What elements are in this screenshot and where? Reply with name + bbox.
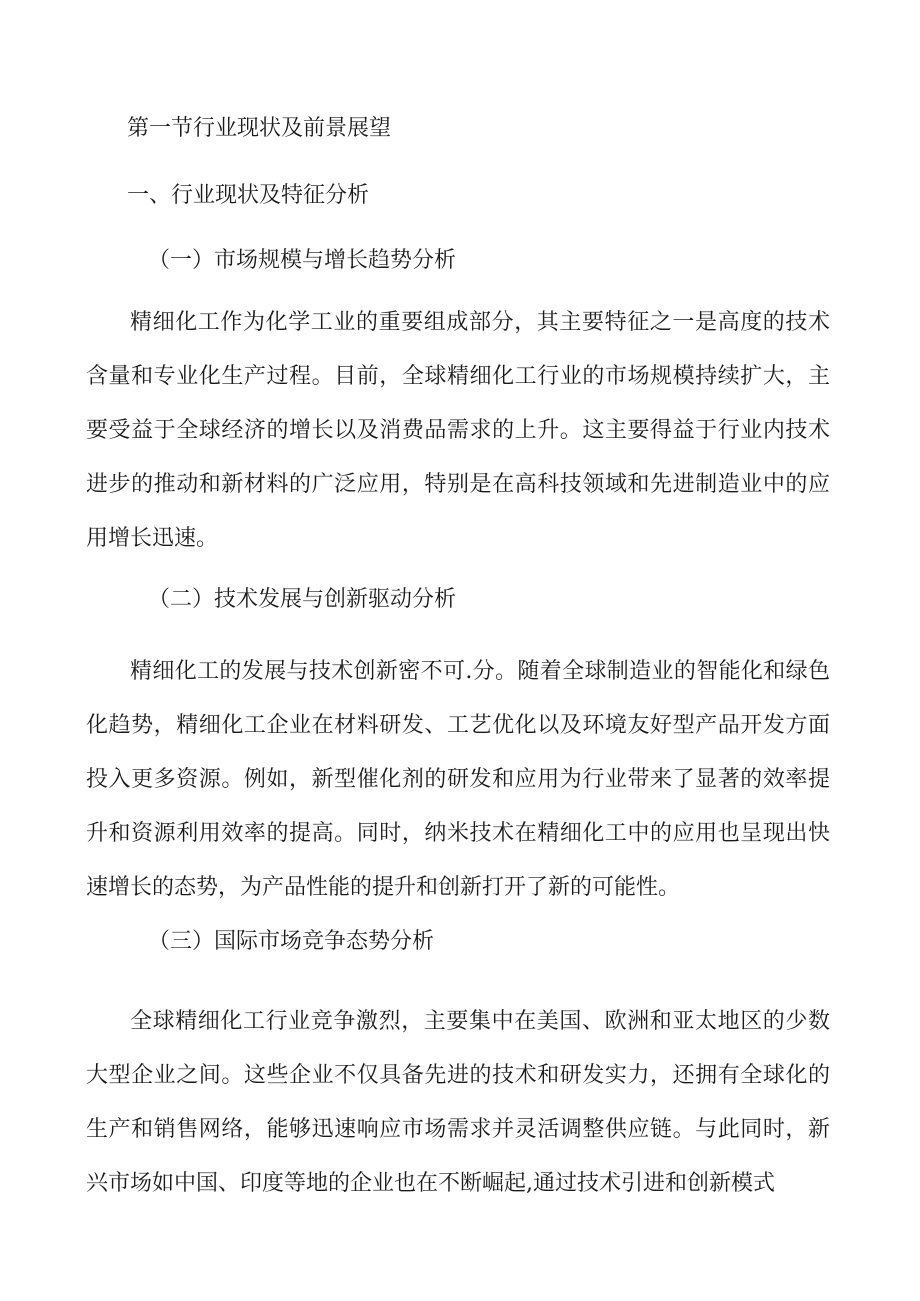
paragraph-technology: 精细化工的发展与技术创新密不可.分。随着全球制造业的智能化和绿色化趋势，精细化工企业在材料研发、工艺优化以及环境友好型产品开发方面投入更多资源。例如，新型催化剂的研发和应用为行业带来了显著的效率提升和资源利用效率的提高。同时，纳米技术在精细化工中的应用也呈现出快速增长的态势，为产品性能的提升和创新打开了新的可能性。 xyxy=(86,659,830,900)
heading-industry-status: 一、行业现状及特征分析 xyxy=(127,183,370,208)
paragraph-competition: 全球精细化工行业竞争激烈，主要集中在美国、欧洲和亚太地区的少数大型企业之间。这些企业不仅具备先进的技术和研发实力，还拥有全球化的生产和销售网络，能够迅速响应市场需求并灵活调整供应链。与此同时，新兴市场如中国、印度等地的企业也在不断崛起,通过技术引进和创新模式 xyxy=(86,1009,830,1196)
subheading-competition: （三）国际市场竞争态势分析 xyxy=(148,929,435,954)
paragraph-market-scale: 精细化工作为化学工业的重要组成部分，其主要特征之一是高度的技术含量和专业化生产过程。目前，全球精细化工行业的市场规模持续扩大，主要受益于全球经济的增长以及消费品需求的上升。这主要得益于行业内技术进步的推动和新材料的广泛应用，特别是在高科技领域和先进制造业中的应用增长迅速。 xyxy=(86,310,830,551)
subheading-market-scale: （一）市场规模与增长趋势分析 xyxy=(148,248,457,273)
subheading-technology: （二）技术发展与创新驱动分析 xyxy=(148,587,457,612)
section-title: 第一节行业现状及前景展望 xyxy=(127,116,392,141)
